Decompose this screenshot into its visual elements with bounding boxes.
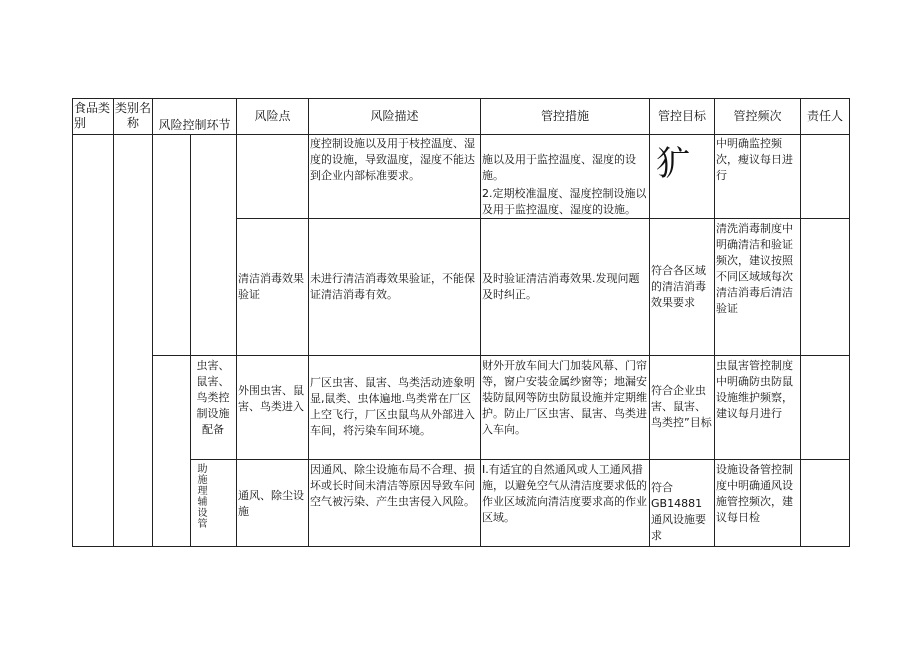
row1-bottom-line (236, 218, 850, 219)
row3-risk-point: 外围虫害、鼠害、鸟类进入 (238, 384, 304, 413)
row3-control-step: 虫害、鼠害、鸟类控制设施配备 (196, 359, 230, 436)
row1-measures-1: 施以及用于监控温度、湿度的设施。 (482, 153, 636, 182)
col-line-sub (190, 134, 191, 547)
row2-measures: 及时验证清洁消毒效果.发现问题及时纠正。 (482, 272, 640, 301)
col-line-7 (714, 98, 715, 547)
table-border-bottom (72, 546, 850, 547)
header-responsible: 责任人 (806, 109, 843, 123)
row4-target-line2: GB14881通风设施要求 (651, 497, 706, 542)
row4-frequency: 设施设备管控制度中明确通风设施管控频次，建议每日检 (716, 463, 793, 524)
col-line-right (849, 98, 850, 547)
col-line-4 (308, 98, 309, 547)
row3-frequency: 虫鼠害管控制度中明确防虫防鼠设施维护频察，建议每月进行 (716, 359, 793, 420)
row3-risk-desc: 厂区虫害、鼠害、鸟类活动迹象明显,鼠类、虫体遍地.鸟类常在厂区上空飞行，厂区虫鼠鸟从外部进入车间，将污染车间环境。 (310, 376, 475, 437)
row4-risk-point: 通风、除尘设施 (238, 489, 304, 518)
row2-risk-point: 清洁消毒效果验证 (238, 272, 304, 301)
row4-measures: I.有适宜的自然通风或人工通风措施，以避免空气从清洁度要求低的作业区域流向清洁度要求高的作业区域。 (482, 463, 647, 524)
row1-target-glyph: 犷 (656, 144, 690, 184)
row2-risk-desc: 未进行清洁消毒效果验证，不能保证清洁消毒有效。 (310, 272, 475, 301)
row1-risk-desc: 度控制设施以及用于枝控温度、湿度的设施，导致温度，湿度不能达到企业内部标准要求。 (310, 137, 475, 182)
row4-target-line1: 符合 (651, 481, 673, 494)
header-frequency: 管控频次 (733, 109, 782, 123)
col-line-8 (800, 98, 801, 547)
row2-target: 符合各区域的清洁消毒效果要求 (651, 264, 706, 309)
row2-frequency: 清洗消毒制度中明确清洁和验证频次，建议按照不同区域域每次清洁消毒后清洁验证 (716, 222, 793, 315)
row2-bottom-line (152, 355, 850, 356)
row1-measures-2: 2.定期校准温度、湿度控制设施以及用于监控温度、湿度的设施。 (482, 187, 647, 216)
col-line-3 (236, 98, 237, 547)
header-control-step: 风险控制环节 (158, 118, 231, 132)
row4-control-step: 助施理辅设管 (195, 463, 206, 529)
table-border-top (72, 98, 850, 99)
row3-target: 符合企业虫害、鼠害、鸟类控”目标 (651, 384, 712, 429)
header-risk-point: 风险点 (254, 109, 291, 123)
header-category-name: 类别名称 (114, 101, 151, 130)
header-risk-desc: 风险描述 (370, 109, 419, 123)
row3-measures: 财外开放车间大门加装风幕、门帘等，窗户安装金属纱窗等；地漏安装防鼠网等防虫防鼠设施并定期维护。防止厂区虫害、鼠害、鸟类进入车向。 (482, 359, 647, 436)
header-target: 管控目标 (657, 109, 706, 123)
col-line-5 (480, 98, 481, 547)
col-line-6 (649, 98, 650, 547)
col-line-1 (113, 98, 114, 547)
col-line-left (72, 98, 73, 547)
row4-risk-desc: 因通风、除尘设施布局不合理、损坏或长时间未清洁等原因导致车问空气被污染、产生虫害侵入风险。 (310, 463, 475, 508)
header-food-category: 食品类别 (74, 101, 111, 130)
row3-bottom-line (190, 459, 850, 460)
row1-frequency: 中明确监控频次，瘦议每日进行 (716, 137, 793, 182)
header-measures: 管控措施 (540, 109, 589, 123)
col-line-2 (152, 98, 153, 547)
header-bottom-line (72, 134, 850, 135)
